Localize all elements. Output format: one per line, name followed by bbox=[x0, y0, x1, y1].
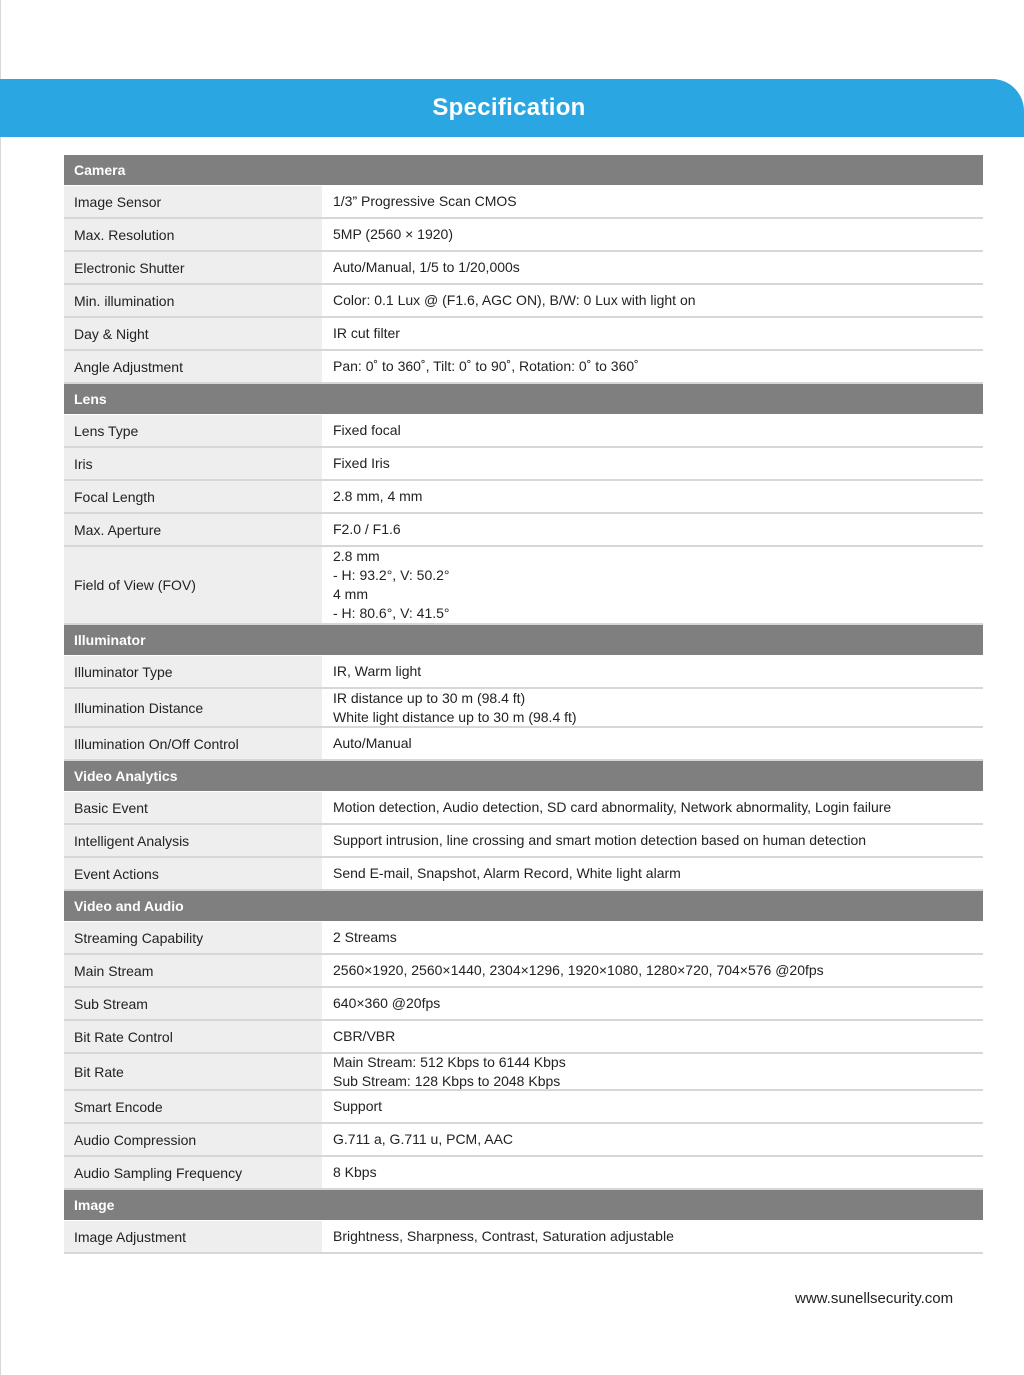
spec-value bbox=[323, 252, 983, 283]
section-header: Camera bbox=[64, 155, 983, 186]
spec-value-line: 2.8 mm, 4 mm bbox=[333, 488, 423, 504]
spec-value bbox=[323, 186, 983, 217]
spec-value bbox=[323, 1124, 983, 1155]
spec-row bbox=[64, 792, 983, 825]
spec-value bbox=[323, 448, 983, 479]
spec-label: Min. illumination bbox=[64, 285, 323, 316]
spec-row bbox=[64, 689, 983, 728]
spec-value-line: - H: 80.6°, V: 41.5° bbox=[333, 605, 450, 621]
footer-website[interactable]: www.sunellsecurity.com bbox=[795, 1290, 954, 1307]
spec-value bbox=[323, 988, 983, 1019]
spec-row bbox=[64, 858, 983, 891]
spec-value bbox=[323, 1021, 983, 1052]
section-header: Video Analytics bbox=[64, 761, 983, 792]
section-header: Image bbox=[64, 1190, 983, 1221]
spec-value-line: 1/3” Progressive Scan CMOS bbox=[333, 193, 517, 209]
spec-value-line: CBR/VBR bbox=[333, 1028, 396, 1044]
spec-value-line: 4 mm bbox=[333, 586, 368, 602]
spec-row bbox=[64, 285, 983, 318]
spec-label: Lens Type bbox=[64, 415, 323, 446]
spec-label: Image Adjustment bbox=[64, 1221, 323, 1252]
spec-label: Day & Night bbox=[64, 318, 323, 349]
spec-value-line: Auto/Manual, 1/5 to 1/20,000s bbox=[333, 259, 520, 275]
spec-value-line: 2560×1920, 2560×1440, 2304×1296, 1920×1080, 1280×720, 704×576 @20fps bbox=[333, 962, 824, 978]
spec-label: Event Actions bbox=[64, 858, 323, 889]
spec-row bbox=[64, 318, 983, 351]
spec-row bbox=[64, 955, 983, 988]
spec-row bbox=[64, 252, 983, 285]
spec-label: Main Stream bbox=[64, 955, 323, 986]
spec-row bbox=[64, 1091, 983, 1124]
spec-value-line: 5MP (2560 × 1920) bbox=[333, 226, 453, 242]
spec-value bbox=[323, 955, 983, 986]
spec-label: Illumination On/Off Control bbox=[64, 728, 323, 759]
spec-value-line: Auto/Manual bbox=[333, 735, 412, 751]
spec-label: Electronic Shutter bbox=[64, 252, 323, 283]
spec-label: Field of View (FOV) bbox=[64, 547, 323, 623]
spec-value-line: IR distance up to 30 m (98.4 ft) bbox=[333, 689, 526, 706]
spec-value-line: Brightness, Sharpness, Contrast, Saturation adjustable bbox=[333, 1228, 674, 1244]
spec-value bbox=[323, 285, 983, 316]
spec-value-line: Main Stream: 512 Kbps to 6144 Kbps bbox=[333, 1053, 566, 1070]
spec-value-line: - H: 93.2°, V: 50.2° bbox=[333, 567, 450, 583]
spec-value bbox=[323, 481, 983, 512]
spec-value bbox=[323, 318, 983, 349]
spec-row bbox=[64, 825, 983, 858]
spec-value-line: 2 Streams bbox=[333, 929, 397, 945]
spec-row bbox=[64, 481, 983, 514]
spec-row bbox=[64, 448, 983, 481]
spec-value bbox=[323, 858, 983, 889]
spec-value-line: Color: 0.1 Lux @ (F1.6, AGC ON), B/W: 0 Lux with light on bbox=[333, 292, 696, 308]
spec-value bbox=[323, 825, 983, 856]
spec-value-line: Support intrusion, line crossing and smart motion detection based on human detection bbox=[333, 832, 867, 848]
spec-value-line: Fixed focal bbox=[333, 422, 401, 438]
spec-row bbox=[64, 1124, 983, 1157]
spec-value bbox=[323, 656, 983, 687]
spec-row bbox=[64, 1157, 983, 1190]
spec-label: Angle Adjustment bbox=[64, 351, 323, 382]
spec-value bbox=[323, 1221, 983, 1252]
spec-value-line: IR cut filter bbox=[333, 325, 400, 341]
spec-value bbox=[323, 792, 983, 823]
spec-label: Illumination Distance bbox=[64, 689, 323, 726]
spec-row bbox=[64, 1221, 983, 1254]
spec-row bbox=[64, 415, 983, 448]
spec-row bbox=[64, 1054, 983, 1091]
spec-label: Streaming Capability bbox=[64, 922, 323, 953]
spec-value-line: Send E-mail, Snapshot, Alarm Record, White light alarm bbox=[333, 865, 681, 881]
spec-value bbox=[323, 1054, 983, 1089]
spec-value-line: Sub Stream: 128 Kbps to 2048 Kbps bbox=[333, 1072, 561, 1089]
spec-label: Image Sensor bbox=[64, 186, 323, 217]
spec-value-line: Support bbox=[333, 1098, 383, 1114]
spec-value-line: White light distance up to 30 m (98.4 ft) bbox=[333, 708, 577, 725]
spec-row bbox=[64, 656, 983, 689]
spec-value-line: Pan: 0˚ to 360˚, Tilt: 0˚ to 90˚, Rotation: 0˚ to 360˚ bbox=[333, 358, 639, 374]
spec-row bbox=[64, 988, 983, 1021]
spec-label: Smart Encode bbox=[64, 1091, 323, 1122]
spec-value bbox=[323, 547, 983, 623]
spec-value bbox=[323, 351, 983, 382]
spec-value bbox=[323, 1091, 983, 1122]
page-title: Specification bbox=[432, 94, 586, 121]
spec-value bbox=[323, 1157, 983, 1188]
spec-value bbox=[323, 728, 983, 759]
spec-label: Bit Rate bbox=[64, 1054, 323, 1089]
spec-value bbox=[323, 219, 983, 250]
section-header: Illuminator bbox=[64, 625, 983, 656]
spec-label: Audio Compression bbox=[64, 1124, 323, 1155]
spec-row bbox=[64, 351, 983, 384]
spec-value-line: G.711 a, G.711 u, PCM, AAC bbox=[333, 1131, 514, 1147]
spec-value bbox=[323, 514, 983, 545]
spec-row bbox=[64, 547, 983, 625]
spec-value-line: 640×360 @20fps bbox=[333, 995, 441, 1011]
spec-label: Audio Sampling Frequency bbox=[64, 1157, 323, 1188]
spec-label: Iris bbox=[64, 448, 323, 479]
spec-value-line: 8 Kbps bbox=[333, 1164, 377, 1180]
spec-value-line: Fixed Iris bbox=[333, 455, 390, 471]
spec-value-line: Motion detection, Audio detection, SD card abnormality, Network abnormality, Login failure bbox=[333, 799, 892, 815]
spec-label: Bit Rate Control bbox=[64, 1021, 323, 1052]
spec-label: Intelligent Analysis bbox=[64, 825, 323, 856]
spec-label: Max. Resolution bbox=[64, 219, 323, 250]
spec-value-line: 2.8 mm bbox=[333, 548, 380, 564]
spec-value-line: F2.0 / F1.6 bbox=[333, 521, 401, 537]
spec-label: Sub Stream bbox=[64, 988, 323, 1019]
spec-row bbox=[64, 186, 983, 219]
spec-label: Focal Length bbox=[64, 481, 323, 512]
section-header: Lens bbox=[64, 384, 983, 415]
spec-row bbox=[64, 728, 983, 761]
spec-value bbox=[323, 689, 983, 726]
spec-row bbox=[64, 219, 983, 252]
spec-table bbox=[64, 155, 983, 1254]
spec-value bbox=[323, 415, 983, 446]
spec-row bbox=[64, 1021, 983, 1054]
spec-label: Max. Aperture bbox=[64, 514, 323, 545]
spec-value-line: IR, Warm light bbox=[333, 663, 422, 679]
spec-label: Basic Event bbox=[64, 792, 323, 823]
spec-row bbox=[64, 514, 983, 547]
page-left-rule bbox=[0, 0, 1, 1375]
section-header: Video and Audio bbox=[64, 891, 983, 922]
spec-row bbox=[64, 922, 983, 955]
spec-value bbox=[323, 922, 983, 953]
header-banner bbox=[0, 79, 1024, 137]
spec-label: Illuminator Type bbox=[64, 656, 323, 687]
